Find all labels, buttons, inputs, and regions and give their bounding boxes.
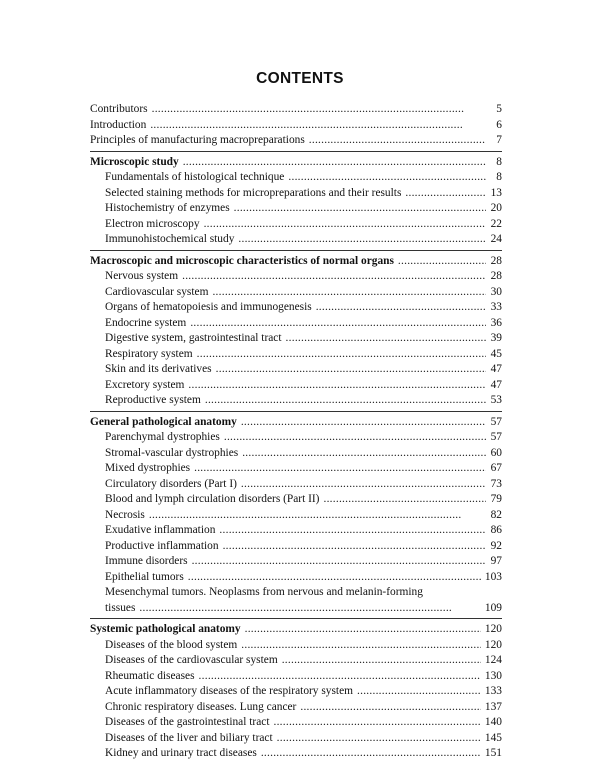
- dot-leader: [273, 715, 480, 731]
- toc-entry: [90, 700, 502, 716]
- toc-entry-title: Diseases of the blood system: [105, 638, 238, 651]
- toc-entry-title: Fundamentals of histological technique: [105, 171, 285, 183]
- toc-page-number: 82: [490, 508, 502, 521]
- toc-entry: [90, 217, 502, 233]
- toc-entry: [90, 715, 502, 731]
- dot-leader: [261, 746, 481, 762]
- toc-section: [90, 415, 502, 620]
- toc-entry-title: Chronic respiratory diseases. Lung cancer: [105, 700, 297, 713]
- toc-entry: [90, 746, 502, 762]
- dot-leader: [242, 446, 486, 462]
- toc-entry: [90, 133, 502, 149]
- toc-entry: [90, 570, 502, 586]
- dot-leader: [182, 269, 486, 285]
- toc-entry: [90, 118, 502, 134]
- toc-entry-title: Epithelial tumors: [105, 570, 184, 583]
- dot-leader: [309, 133, 486, 149]
- toc-entry-title: Rheumatic diseases: [105, 669, 195, 682]
- toc-page-number: 79: [490, 493, 502, 505]
- toc-page-number: 47: [490, 363, 502, 375]
- toc-entry-title: Blood and lymph circulation disorders (Part II): [105, 493, 320, 505]
- toc-entry-title: tissues: [105, 601, 136, 614]
- toc-entry: [90, 347, 502, 363]
- toc-page-number: 22: [490, 217, 502, 230]
- dot-leader: [300, 700, 481, 716]
- dot-leader: [188, 570, 481, 586]
- toc-page-number: 67: [490, 462, 502, 474]
- toc-entry: [90, 362, 502, 378]
- dot-leader: [405, 186, 486, 202]
- toc-page-number: 97: [490, 555, 502, 567]
- toc-entry-title: Principles of manufacturing macropreparations: [90, 134, 305, 146]
- toc-entry-title: Mesenchymal tumors. Neoplasms from nervous and melanin-forming: [105, 586, 423, 598]
- toc-entry-title: Microscopic study: [90, 155, 179, 168]
- toc-entry: [90, 393, 502, 409]
- toc-entry-title: Macroscopic and microscopic characteristics of normal organs: [90, 254, 394, 267]
- dot-leader: [190, 316, 486, 332]
- toc-page-number: 5: [496, 103, 502, 115]
- toc-page-number: 151: [484, 747, 502, 759]
- toc-entry: [90, 201, 502, 217]
- dot-leader: [224, 430, 486, 446]
- dot-leader: [238, 232, 486, 248]
- dot-leader: [286, 331, 486, 347]
- dot-leader: [197, 347, 486, 363]
- toc-page-number: 45: [490, 347, 502, 360]
- dot-leader: [139, 601, 481, 617]
- toc-page-number: 33: [490, 301, 502, 313]
- toc-page-number: 60: [490, 446, 502, 459]
- toc-page-number: 8: [496, 155, 502, 168]
- dot-leader: [183, 155, 486, 171]
- toc-page-number: 120: [484, 638, 502, 651]
- toc-entry: [90, 523, 502, 539]
- toc-entry: [90, 300, 502, 316]
- dot-leader: [199, 669, 481, 685]
- toc-entry: [90, 585, 502, 601]
- toc-entry-title: Acute inflammatory diseases of the respiratory system: [105, 685, 353, 697]
- dot-leader: [288, 170, 486, 186]
- toc-page-number: 130: [484, 669, 502, 682]
- toc-entry-title: Cardiovascular system: [105, 285, 209, 298]
- dot-leader: [204, 217, 486, 233]
- toc-page-number: 24: [490, 233, 502, 245]
- dot-leader: [192, 554, 486, 570]
- toc-entry-title: Reproductive system: [105, 394, 201, 406]
- toc-page-number: 47: [490, 378, 502, 391]
- dot-leader: [150, 118, 486, 134]
- toc-section-heading: [90, 155, 502, 171]
- toc-page-number: 57: [490, 431, 502, 443]
- toc-section: [90, 155, 502, 251]
- toc-page-number: 120: [484, 623, 502, 635]
- dot-leader: [216, 362, 486, 378]
- toc-entry-title: Kidney and urinary tract diseases: [105, 747, 257, 759]
- toc-entry: [90, 269, 502, 285]
- toc-entry-title: Mixed dystrophies: [105, 462, 191, 474]
- dot-leader: [316, 300, 486, 316]
- toc-entry-title: Systemic pathological anatomy: [90, 623, 241, 635]
- toc-entry: [90, 653, 502, 669]
- dot-leader: [188, 378, 486, 394]
- toc-entry: [90, 285, 502, 301]
- toc-entry-continuation: [90, 601, 502, 617]
- toc-entry-title: Endocrine system: [105, 316, 187, 329]
- toc-entry: [90, 492, 502, 508]
- toc-entry: [90, 331, 502, 347]
- dot-leader: [241, 415, 486, 431]
- toc-entry: [90, 684, 502, 700]
- toc-page-number: 73: [490, 477, 502, 490]
- toc-entry-title: Introduction: [90, 118, 147, 131]
- dot-leader: [357, 684, 481, 700]
- table-of-contents: [90, 102, 502, 767]
- toc-page-number: 140: [484, 716, 502, 728]
- toc-page-number: 39: [490, 332, 502, 344]
- toc-section: [90, 254, 502, 412]
- toc-page-number: 36: [490, 316, 502, 329]
- toc-entry-title: Diseases of the cardiovascular system: [105, 654, 278, 666]
- dot-leader: [219, 523, 486, 539]
- toc-page-number: 133: [484, 685, 502, 697]
- dot-leader: [212, 285, 486, 301]
- dot-leader: [245, 622, 481, 638]
- toc-page-number: 20: [490, 202, 502, 214]
- toc-entry-title: Stromal-vascular dystrophies: [105, 446, 239, 459]
- toc-entry-title: Productive inflammation: [105, 539, 219, 552]
- toc-entry: [90, 102, 502, 118]
- toc-entry-title: Excretory system: [105, 378, 185, 391]
- toc-entry: [90, 638, 502, 654]
- toc-entry: [90, 669, 502, 685]
- dot-leader: [152, 102, 486, 118]
- toc-page-number: 109: [484, 601, 502, 614]
- toc-entry-title: Skin and its derivatives: [105, 363, 212, 375]
- toc-page-number: 145: [484, 731, 502, 744]
- toc-entry: [90, 477, 502, 493]
- toc-page-number: 57: [490, 415, 502, 428]
- page-title: CONTENTS: [256, 70, 344, 87]
- toc-page-number: 30: [490, 285, 502, 298]
- toc-entry-title: Diseases of the gastrointestinal tract: [105, 716, 270, 728]
- toc-section-heading: [90, 622, 502, 638]
- dot-leader: [398, 254, 486, 270]
- toc-section-heading: [90, 415, 502, 431]
- toc-entry-title: Contributors: [90, 103, 148, 115]
- toc-page-number: 7: [496, 134, 502, 146]
- toc-page-number: 28: [490, 254, 502, 267]
- toc-entry-title: Selected staining methods for micropreparations and their results: [105, 186, 402, 199]
- toc-entry-title: Nervous system: [105, 270, 179, 282]
- toc-entry: [90, 232, 502, 248]
- toc-entry-title: Immune disorders: [105, 555, 188, 567]
- toc-page-number: 6: [496, 118, 502, 131]
- toc-entry: [90, 508, 502, 524]
- toc-entry: [90, 731, 502, 747]
- toc-page-number: 8: [496, 171, 502, 183]
- toc-entry-title: Respiratory system: [105, 347, 193, 360]
- toc-entry: [90, 539, 502, 555]
- toc-entry: [90, 430, 502, 446]
- toc-entry: [90, 461, 502, 477]
- toc-entry-title: Organs of hematopoiesis and immunogenesis: [105, 301, 312, 313]
- dot-leader: [234, 201, 486, 217]
- toc-entry-title: Histochemistry of enzymes: [105, 202, 230, 214]
- toc-page-number: 13: [490, 186, 502, 199]
- toc-entry-title: Necrosis: [105, 508, 145, 521]
- toc-entry: [90, 446, 502, 462]
- toc-entry-title: Digestive system, gastrointestinal tract: [105, 332, 282, 344]
- toc-section: [90, 102, 502, 152]
- toc-page-number: 137: [484, 700, 502, 713]
- toc-entry-title: Circulatory disorders (Part I): [105, 477, 237, 490]
- toc-entry: [90, 316, 502, 332]
- dot-leader: [205, 393, 486, 409]
- dot-leader: [323, 492, 486, 508]
- dot-leader: [241, 638, 481, 654]
- toc-entry: [90, 554, 502, 570]
- toc-section-heading: [90, 254, 502, 270]
- toc-entry-title: Immunohistochemical study: [105, 233, 235, 245]
- dot-leader: [282, 653, 481, 669]
- dot-leader: [223, 539, 486, 555]
- toc-page-number: 124: [484, 654, 502, 666]
- dot-leader: [241, 477, 486, 493]
- toc-entry-title: Exudative inflammation: [105, 524, 216, 536]
- toc-section: [90, 622, 502, 764]
- toc-entry-title: Parenchymal dystrophies: [105, 431, 220, 443]
- toc-entry: [90, 170, 502, 186]
- toc-entry: [90, 378, 502, 394]
- toc-page-number: 103: [484, 570, 502, 583]
- toc-page-number: 53: [490, 394, 502, 406]
- dot-leader: [277, 731, 481, 747]
- toc-entry: [90, 186, 502, 202]
- toc-entry-title: Diseases of the liver and biliary tract: [105, 731, 273, 744]
- dot-leader: [194, 461, 486, 477]
- dot-leader: [149, 508, 486, 524]
- toc-page-number: 86: [490, 524, 502, 536]
- toc-page-number: 92: [490, 539, 502, 552]
- toc-entry-title: Electron microscopy: [105, 217, 200, 230]
- toc-page-number: 28: [490, 270, 502, 282]
- toc-entry-title: General pathological anatomy: [90, 415, 237, 428]
